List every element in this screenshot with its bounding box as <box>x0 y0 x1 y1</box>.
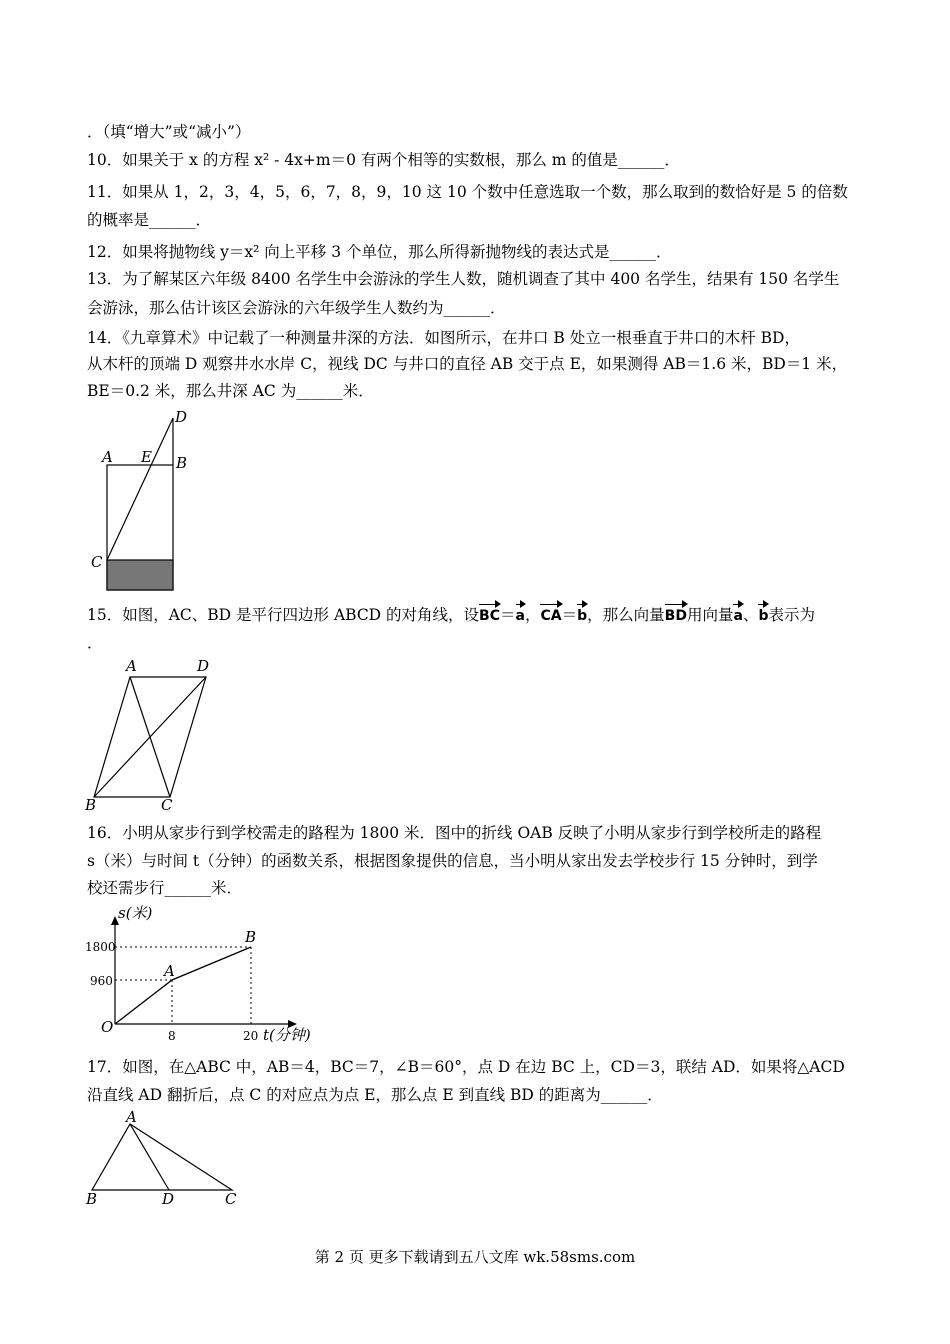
question-17-line1: 17．如图，在△ABC 中，AB＝4，BC＝7，∠B＝60°，点 D 在边 BC 上，CD＝3，联结 AD．如果将△ACD <box>87 1058 845 1076</box>
question-16-line1: 16．小明从家步行到学校需走的路程为 1800 米．图中的折线 OAB 反映了小明从家步行到学校所走的路程 <box>87 824 822 842</box>
tick-20: 20 <box>243 1029 259 1043</box>
diagonal-bd <box>94 677 206 797</box>
vector-bd: BD <box>665 605 687 627</box>
question-11-line1: 11．如果从 1，2，3，4，5，6，7，8，9，10 这 10 个数中任意选取一个数，那么取到的数恰好是 5 的倍数 <box>87 183 848 201</box>
question-14-line2: 从木杆的顶端 D 观察井水水岸 C，视线 DC 与井口的直径 AB 交于点 E，如果测得 AB＝1.6 米，BD＝1 米， <box>87 355 848 373</box>
figure-17-triangle <box>82 1108 252 1208</box>
label-a: A <box>126 1108 137 1126</box>
label-c: C <box>91 553 103 571</box>
origin-label: O <box>101 1018 114 1036</box>
question-15-line2: ． <box>87 634 103 652</box>
segment-ad <box>130 1124 169 1190</box>
figure-15-parallelogram <box>80 655 220 815</box>
question-13-line1: 13．为了解某区六年级 8400 名学生中会游泳的学生人数，随机调查了其中 400 名学生，结果有 150 名学生 <box>87 270 840 288</box>
question-17-line2: 沿直线 AD 翻折后，点 C 的对应点为点 E，那么点 E 到直线 BD 的距离为______． <box>87 1086 663 1104</box>
point-a-label: A <box>164 962 175 980</box>
label-e: E <box>141 448 152 466</box>
question-14-line3: BE＝0.2 米，那么井深 AC 为______米． <box>87 382 374 400</box>
vector-ca: CA <box>540 605 561 627</box>
tick-8: 8 <box>168 1029 176 1043</box>
label-a: A <box>126 657 137 675</box>
well-water <box>107 560 173 590</box>
label-d: D <box>197 657 210 675</box>
x-axis-label: t(分钟) <box>263 1026 311 1044</box>
sight-line-dc <box>107 418 173 560</box>
label-b: B <box>85 796 97 814</box>
vector-b-2: b <box>758 605 768 627</box>
label-a: A <box>102 448 113 466</box>
y-axis-label: s(米) <box>118 904 153 922</box>
triangle-abc <box>92 1124 232 1190</box>
label-c: C <box>225 1190 237 1208</box>
question-10: 10．如果关于 x 的方程 x² - 4x+m＝0 有两个相等的实数根，那么 m 的值是______． <box>87 151 680 169</box>
label-d: D <box>175 408 188 426</box>
polyline-oab <box>115 947 251 1024</box>
vector-a-2: a <box>733 605 742 627</box>
figure-16-graph <box>85 902 345 1047</box>
vector-a: a <box>516 605 525 627</box>
label-b: B <box>86 1190 98 1208</box>
label-c: C <box>161 796 173 814</box>
label-b: B <box>176 454 188 472</box>
tick-960: 960 <box>90 974 113 988</box>
vector-b: b <box>577 605 587 627</box>
tick-1800: 1800 <box>85 940 116 954</box>
question-15-line1: 15．如图，AC、BD 是平行四边形 ABCD 的对角线，设BC＝a，CA＝b，那么向量BD用向量a、b表示为 <box>87 604 815 627</box>
label-d: D <box>162 1190 175 1208</box>
question-16-line3: 校还需步行______米． <box>87 879 243 897</box>
page-footer: 第 2 页 更多下载请到五八文库 wk.58sms.com <box>314 1248 636 1266</box>
question-11-line2: 的概率是______． <box>87 211 212 229</box>
question-14-line1: 14．《九章算术》中记载了一种测量井深的方法．如图所示，在井口 B 处立一根垂直于井口的木杆 BD， <box>87 329 800 347</box>
vector-bc: BC <box>479 605 500 627</box>
question-16-line2: s（米）与时间 t（分钟）的函数关系，根据图象提供的信息，当小明从家出发去学校步行 15 分钟时，到学 <box>87 852 818 870</box>
question-12: 12．如果将抛物线 y＝x² 向上平移 3 个单位，那么所得新抛物线的表达式是______． <box>87 243 672 261</box>
text-line-fill-hint: ．（填“增大”或“减小”） <box>87 123 251 141</box>
point-b-label: B <box>245 928 257 946</box>
figure-14-well <box>85 408 195 593</box>
question-13-line2: 会游泳，那么估计该区会游泳的六年级学生人数约为______． <box>87 299 506 317</box>
